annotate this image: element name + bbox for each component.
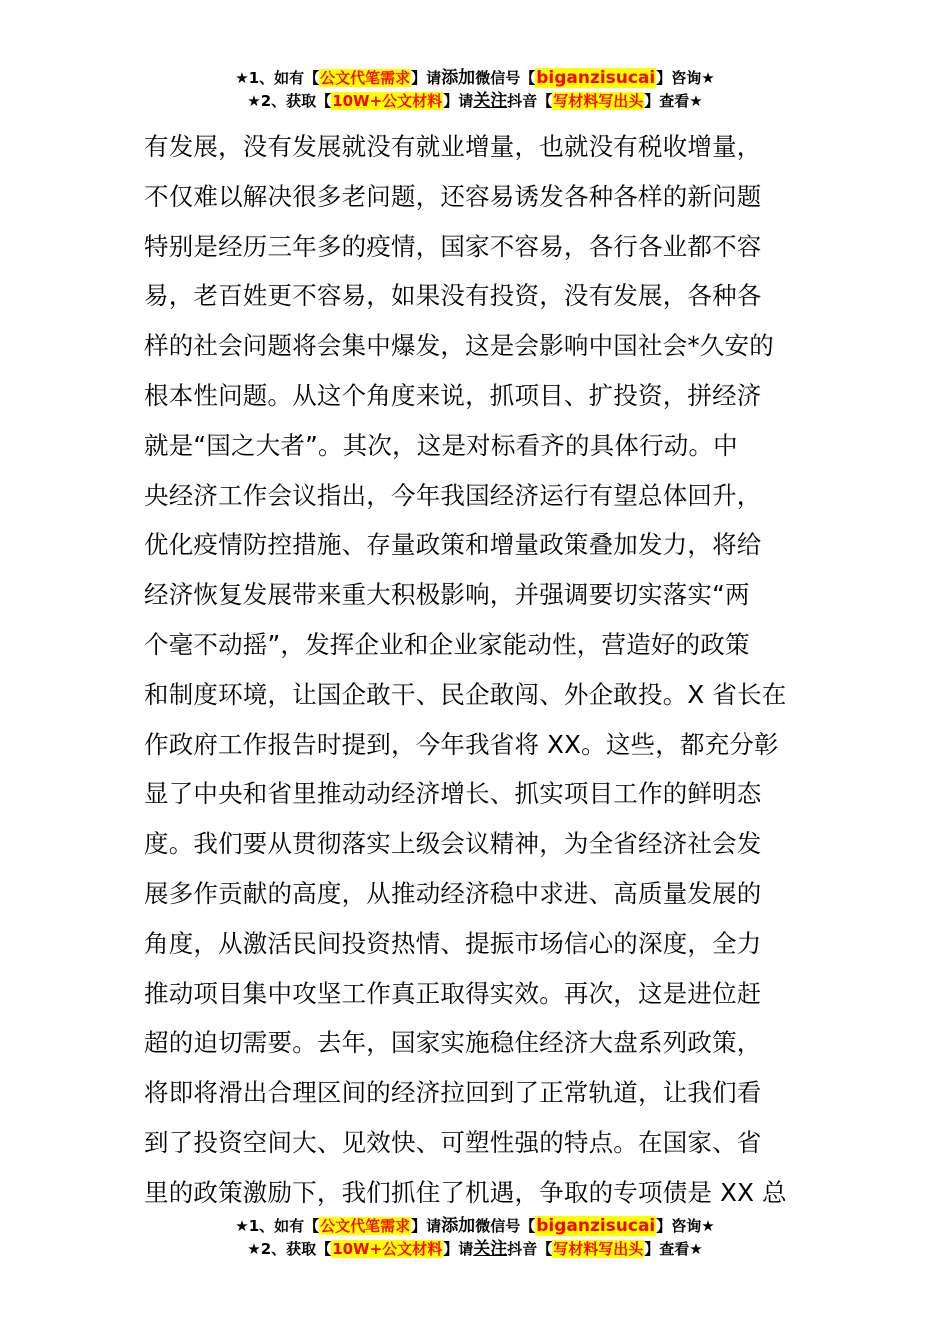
emphasis-text: 添加 [441, 1216, 476, 1236]
body-text-line: 就是“国之大者”。其次，这是对标看齐的具体行动。中 [144, 430, 738, 460]
banner-text: 】请 [443, 1240, 474, 1258]
body-text-line: 推动项目集中攻坚工作真正取得实效。再次，这是进位赶 [144, 978, 762, 1008]
emphasis-text: 关注 [473, 1239, 508, 1259]
highlight-text: 公文代笔需求 [320, 69, 411, 87]
body-text-line: 经济恢复发展带来重大积极影响，并强调要切实落实“两 [144, 580, 750, 610]
banner-line-1 [0, 1215, 950, 1238]
banner-text: 】查看 [644, 1240, 690, 1258]
body-text-line: 角度，从激活民间投资热情、提振市场信心的深度，全力 [144, 928, 762, 958]
star-icon: ★ [701, 1217, 715, 1235]
banner-line-1 [0, 67, 950, 90]
star-icon: ★ [689, 1240, 703, 1258]
banner-text: 微信号【 [475, 1217, 536, 1235]
banner-text: 1、如有【 [248, 1217, 320, 1235]
banner-text: 】请 [443, 92, 474, 110]
body-text-line: 展多作贡献的高度，从推动经济稳中求进、高质量发展的 [144, 878, 762, 908]
document-body [144, 122, 806, 1218]
body-text-line: 根本性问题。从这个角度来说，抓项目、扩投资，拼经济 [144, 380, 762, 410]
douyin-account: 写材料写出头 [553, 92, 644, 110]
banner-text: 】查看 [644, 92, 690, 110]
body-text-line: 易，老百姓更不容易，如果没有投资，没有发展，各种各 [144, 281, 762, 311]
body-text-line: 不仅难以解决很多老问题，还容易诱发各种各样的新问题 [144, 181, 762, 211]
body-text-line: 和制度环境，让国企敢干、民企敢闯、外企敢投。X 省长在 [144, 679, 787, 709]
highlight-text: 10W+公文材料 [332, 1240, 443, 1258]
banner-text: 微信号【 [475, 69, 536, 87]
body-text-line: 样的社会问题将会集中爆发，这是会影响中国社会*久安的 [144, 331, 774, 361]
banner-text: 】请 [411, 69, 442, 87]
banner-text: 】咨询 [656, 69, 702, 87]
header-banner [0, 67, 950, 113]
emphasis-text: 添加 [441, 68, 476, 88]
banner-line-2 [0, 90, 950, 113]
star-icon: ★ [701, 69, 715, 87]
highlight-text: 10W+公文材料 [332, 92, 443, 110]
wechat-id: biganzisucai [536, 68, 656, 88]
body-text-line: 有发展，没有发展就没有就业增量，也就没有税收增量， [144, 132, 762, 161]
banner-text: 】请 [411, 1217, 442, 1235]
body-text-line: 优化疫情防控措施、存量政策和增量政策叠加发力，将给 [144, 530, 762, 560]
body-text-line: 央经济工作会议指出，今年我国经济运行有望总体回升， [144, 480, 762, 510]
body-text-line: 超的迫切需要。去年，国家实施稳住经济大盘系列政策， [144, 1028, 762, 1058]
emphasis-text: 关注 [473, 91, 508, 111]
body-text-line: 里的政策激励下，我们抓住了机遇，争取的专项债是 XX 总 [144, 1177, 787, 1207]
banner-text: 】咨询 [656, 1217, 702, 1235]
body-text-line: 度。我们要从贯彻落实上级会议精神，为全省经济社会发 [144, 829, 762, 859]
banner-text: 抖音【 [507, 1240, 553, 1258]
body-text-line: 显了中央和省里推动动经济增长、抓实项目工作的鲜明态 [144, 779, 762, 809]
body-text-line: 个毫不动摇”，发挥企业和企业家能动性，营造好的政策 [144, 629, 750, 659]
banner-line-2 [0, 1238, 950, 1261]
douyin-account: 写材料写出头 [553, 1240, 644, 1258]
body-text-line: 将即将滑出合理区间的经济拉回到了正常轨道，让我们看 [144, 1078, 762, 1108]
banner-text: 1、如有【 [248, 69, 320, 87]
star-icon: ★ [235, 1217, 249, 1235]
star-icon: ★ [235, 69, 249, 87]
banner-text: 抖音【 [507, 92, 553, 110]
body-text-line: 作政府工作报告时提到，今年我省将 XX。这些，都充分彰 [144, 729, 779, 759]
star-icon: ★ [247, 1240, 261, 1258]
banner-text: 2、获取【 [260, 92, 332, 110]
body-text-line: 特别是经历三年多的疫情，国家不容易，各行各业都不容 [144, 231, 762, 261]
footer-banner [0, 1215, 950, 1261]
star-icon: ★ [247, 92, 261, 110]
highlight-text: 公文代笔需求 [320, 1217, 411, 1235]
banner-text: 2、获取【 [260, 1240, 332, 1258]
star-icon: ★ [689, 92, 703, 110]
wechat-id: biganzisucai [536, 1216, 656, 1236]
body-text-line: 到了投资空间大、见效快、可塑性强的特点。在国家、省 [144, 1127, 762, 1157]
